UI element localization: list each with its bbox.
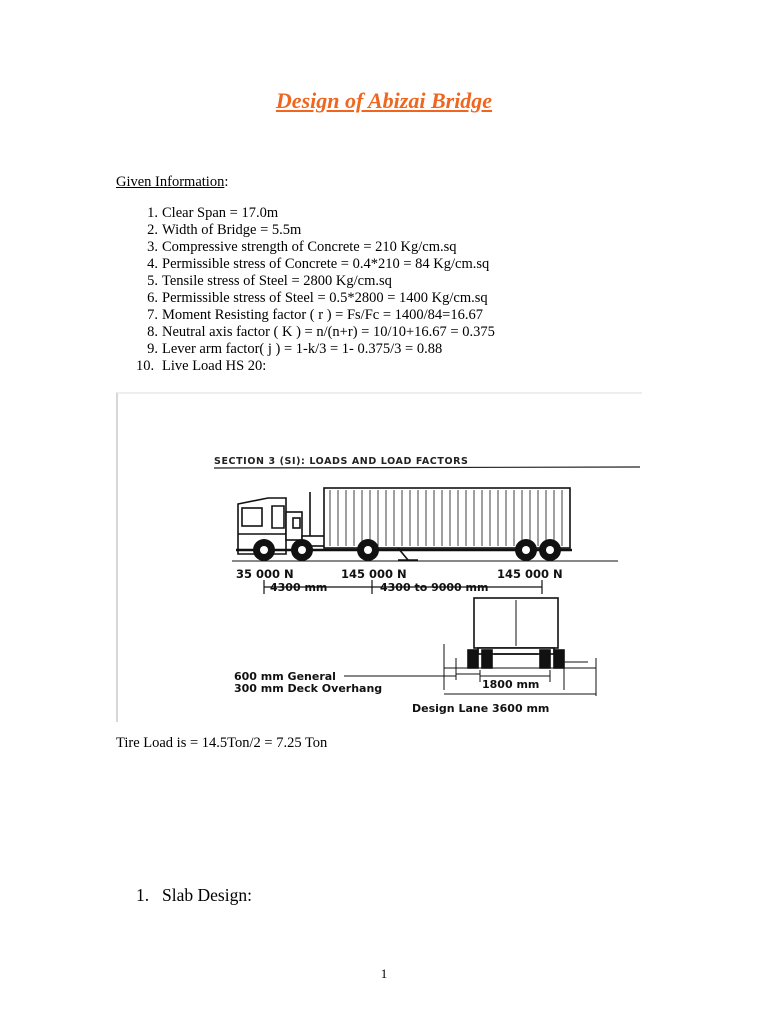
list-item — [116, 273, 495, 290]
list-item-number: 1. — [147, 205, 158, 221]
hs20-truck-diagram — [118, 394, 642, 722]
list-item-number: 9. — [147, 341, 158, 357]
list-item — [116, 222, 495, 239]
list-item-number: 3. — [147, 239, 158, 255]
list-item — [116, 256, 495, 273]
list-item-text: Live Load HS 20: — [162, 358, 267, 374]
list-item-text: Width of Bridge = 5.5m — [162, 222, 302, 238]
list-item — [116, 290, 495, 307]
clearance-general: 600 mm General — [234, 670, 336, 683]
list-item-text: Clear Span = 17.0m — [162, 205, 279, 221]
list-item — [116, 358, 495, 375]
list-item-number: 5. — [147, 273, 158, 289]
page-title: Design of Abizai Bridge — [275, 88, 493, 113]
section-heading-slab-design — [136, 885, 252, 906]
section-heading-number: 1. — [136, 885, 150, 905]
section-title-rule — [214, 467, 640, 468]
axle-load-rear: 145 000 N — [497, 567, 563, 581]
list-item-text: Permissible stress of Steel = 0.5*2800 = 1400 Kg/cm.sq — [162, 290, 488, 306]
list-item-text: Lever arm factor( j ) = 1-k/3 = 1- 0.375/3 = 0.88 — [162, 341, 443, 357]
given-information-heading — [116, 174, 228, 191]
list-item-number: 2. — [147, 222, 158, 238]
list-item-number: 6. — [147, 290, 158, 306]
hs20-truck-figure — [116, 392, 642, 722]
given-information-colon: : — [224, 174, 229, 190]
list-item-number: 8. — [147, 324, 158, 340]
list-item-text: Moment Resisting factor ( r ) = Fs/Fc = 1400/84=16.67 — [162, 307, 483, 323]
list-item-number: 10. — [136, 358, 155, 374]
list-item-number: 7. — [147, 307, 158, 323]
design-lane: Design Lane 3600 mm — [412, 702, 550, 715]
truck-rear-view — [468, 598, 564, 668]
section-heading-label: Slab Design: — [162, 885, 252, 905]
list-item — [116, 341, 495, 358]
list-item-text: Compressive strength of Concrete = 210 Kg/cm.sq — [162, 239, 457, 255]
list-item-text: Permissible stress of Concrete = 0.4*210 = 84 Kg/cm.sq — [162, 256, 490, 272]
given-information-label: Given Information — [116, 174, 225, 190]
axle-spacing-1: 4300 mm — [270, 581, 328, 594]
list-item — [116, 307, 495, 324]
list-item — [116, 239, 495, 256]
list-item — [116, 324, 495, 341]
tire-load-text: Tire Load is = 14.5Ton/2 = 7.25 Ton — [116, 735, 328, 751]
given-information-list — [116, 205, 495, 375]
clearance-deck-overhang: 300 mm Deck Overhang — [234, 682, 383, 695]
axle-spacing-2: 4300 to 9000 mm — [380, 581, 489, 594]
page-number: 1 — [380, 966, 388, 981]
axle-load-front: 35 000 N — [236, 567, 294, 581]
list-item — [116, 205, 495, 222]
figure-section-title: SECTION 3 (SI): LOADS AND LOAD FACTORS — [214, 456, 469, 467]
list-item-text: Tensile stress of Steel = 2800 Kg/cm.sq — [162, 273, 392, 289]
list-item-number: 4. — [147, 256, 158, 272]
wheel-spacing: 1800 mm — [482, 678, 540, 691]
list-item-text: Neutral axis factor ( K ) = n/(n+r) = 10/10+16.67 = 0.375 — [162, 324, 495, 340]
axle-load-middle: 145 000 N — [341, 567, 407, 581]
